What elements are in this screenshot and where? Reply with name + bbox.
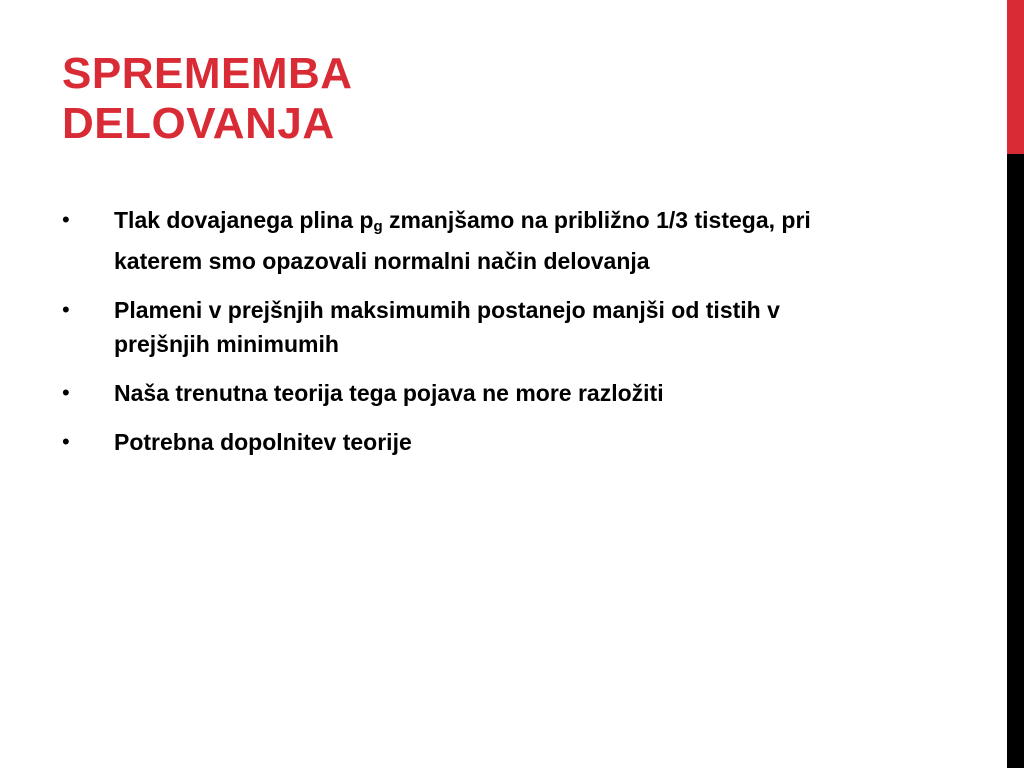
bullet-text-start: Tlak dovajanega plina p xyxy=(114,207,374,233)
bullet-text xyxy=(114,207,811,274)
subscript: g xyxy=(373,218,383,235)
bullet-text: Potrebna dopolnitev teorije xyxy=(114,429,412,455)
accent-bar-red xyxy=(1007,0,1024,154)
bullet-item-1 xyxy=(62,203,862,278)
bullet-icon: • xyxy=(62,429,70,454)
bullet-icon: • xyxy=(62,297,70,322)
bullet-item-4 xyxy=(62,425,862,459)
bullet-text-end: zmanjšamo na približno 1/3 tistega, pri katerem smo opazovali normalni način delovanja xyxy=(114,207,811,274)
bullet-icon: • xyxy=(62,380,70,405)
bullet-text: Naša trenutna teorija tega pojava ne more razložiti xyxy=(114,380,664,406)
slide-title xyxy=(62,49,353,149)
bullet-item-3 xyxy=(62,376,862,410)
bullet-item-2 xyxy=(62,293,862,361)
bullet-icon: • xyxy=(62,207,70,232)
accent-bar-black xyxy=(1007,154,1024,768)
title-line-2: DELOVANJA xyxy=(62,99,335,148)
title-line-1: SPREMEMBA xyxy=(62,49,353,98)
bullet-text: Plameni v prejšnjih maksimumih postanejo manjši od tistih v prejšnjih minimumih xyxy=(114,297,780,357)
bullet-list xyxy=(62,203,862,474)
